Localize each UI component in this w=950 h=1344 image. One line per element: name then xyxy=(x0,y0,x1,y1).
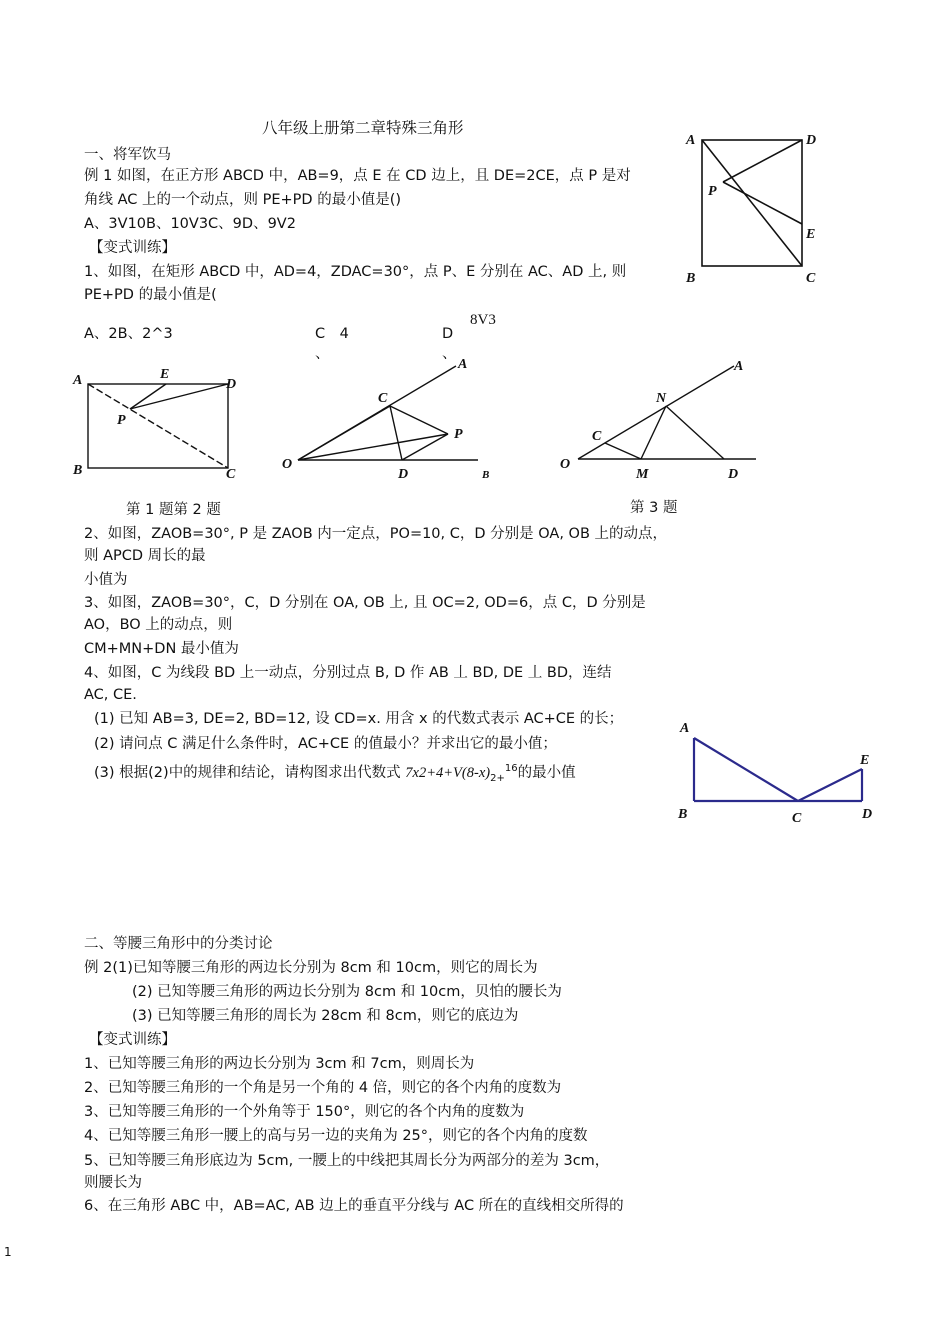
label-a: A xyxy=(734,359,744,374)
q4-sub3-subscript: 2+ xyxy=(490,773,505,784)
variant2-item5-line1: 5、已知等腰三角形底边为 5cm, 一腰上的中线把其周长分为两部分的差为 3cm， xyxy=(84,1153,610,1169)
diagonal-ac xyxy=(702,140,802,266)
section1-heading: 一、将军饮马 xyxy=(84,147,171,163)
segment-ac xyxy=(694,738,798,801)
label-d: D xyxy=(226,377,237,392)
q1-option-d-mark: 、 xyxy=(442,346,457,362)
label-p: P xyxy=(454,427,463,442)
q4-line2: AC, CE. xyxy=(84,687,137,703)
caption-fig3: 第 3 题 xyxy=(630,500,678,516)
q4-sub3-tail: 的最小值 xyxy=(517,765,576,781)
label-o: O xyxy=(282,457,293,472)
segment-pe xyxy=(723,182,802,224)
example1-line2: 角线 AC 上的一个动点，则 PE+PD 的最小值是() xyxy=(84,192,402,208)
example1-line1: 例 1 如图，在正方形 ABCD 中，AB=9，点 E 在 CD 边上，且 DE=2CE，点 P 是对 xyxy=(84,168,631,184)
q4-sub1: (1) 已知 AB=3, DE=2, BD=12, 设 CD=x. 用含 x 的代数式表示 AC+CE 的长； xyxy=(94,711,624,727)
q2-line3: 小值为 xyxy=(84,572,128,588)
q4-line1: 4、如图，C 为线段 BD 上一动点，分别过点 B, D 作 AB 丄 BD, DE 丄 BD，连结 xyxy=(84,665,612,681)
label-b: B xyxy=(686,271,696,286)
label-p: P xyxy=(117,413,126,428)
q3-line3: CM+MN+DN 最小值为 xyxy=(84,641,239,657)
variant-label-1: 【变式训练】 xyxy=(89,240,176,256)
label-d: D xyxy=(806,133,817,148)
variant2-item5-line2: 则腰长为 xyxy=(84,1175,142,1191)
q4-sub3-text: (3) 根据(2)中的规律和结论，请构图求出代数式 xyxy=(94,765,406,781)
q1-options-ab: A、2B、2^3 xyxy=(84,326,173,342)
segment-nd xyxy=(666,406,724,459)
label-a: A xyxy=(458,357,468,372)
q1-option-d: D xyxy=(442,326,454,342)
variant2-item4: 4、已知等腰三角形一腰上的高与另一边的夹角为 25°，则它的各个内角的度数 xyxy=(84,1128,588,1144)
variant-label-2: 【变式训练】 xyxy=(89,1032,176,1048)
page-number: 1 xyxy=(4,1245,12,1259)
segment-cd xyxy=(390,406,402,460)
label-c: C xyxy=(792,811,802,824)
label-b: B xyxy=(482,469,490,481)
variant2-item3: 3、已知等腰三角形的一个外角等于 150°，则它的各个内角的度数为 xyxy=(84,1104,525,1120)
label-d: D xyxy=(398,467,409,482)
ray-oa xyxy=(578,366,734,459)
label-b: B xyxy=(73,463,83,478)
variant2-item2: 2、已知等腰三角形的一个角是另一个角的 4 倍，则它的各个内角的度数为 xyxy=(84,1080,562,1096)
q2-line2: 则 APCD 周长的最 xyxy=(84,548,206,564)
label-c: C xyxy=(592,429,602,444)
label-d: D xyxy=(862,807,873,822)
q1-line2: PE+PD 的最小值是( xyxy=(84,287,217,303)
label-p: P xyxy=(708,184,717,199)
diagonal-ac xyxy=(88,384,228,468)
example1-options: A、3V10B、10V3C、9D、9V2 xyxy=(84,216,296,232)
label-c: C xyxy=(226,467,236,482)
segment-ce xyxy=(798,769,862,801)
q4-sub3-expression: 7x2+4+V(8-x) xyxy=(405,765,491,781)
variant2-item1: 1、已知等腰三角形的两边长分别为 3cm 和 7cm，则周长为 xyxy=(84,1056,475,1072)
label-a: A xyxy=(680,721,690,736)
caption-fig12: 第 1 题第 2 题 xyxy=(126,502,221,518)
label-d: D xyxy=(728,467,739,482)
q1-line1: 1、如图，在矩形 ABCD 中，AD=4，ZDAC=30°，点 P、E 分别在 AC、AD 上, 则 xyxy=(84,264,627,280)
page-title: 八年级上册第二章特殊三角形 xyxy=(262,119,464,137)
label-e: E xyxy=(160,367,170,382)
section2-heading: 二、等腰三角形中的分类讨论 xyxy=(84,936,273,952)
q1-option-d-value: 8V3 xyxy=(470,312,496,328)
rectangle-figure xyxy=(70,362,250,482)
label-a: A xyxy=(686,133,696,148)
angle-p-figure xyxy=(278,352,498,484)
q2-line1: 2、如图，ZAOB=30°, P 是 ZAOB 内一定点，PO=10, C，D 分别是 OA, OB 上的动点， xyxy=(84,526,668,542)
label-e: E xyxy=(860,753,870,768)
q3-line1: 3、如图，ZAOB=30°，C，D 分别在 OA, OB 上, 且 OC=2, OD=6，点 C，D 分别是 xyxy=(84,595,646,611)
label-o: O xyxy=(560,457,571,472)
label-m: M xyxy=(636,467,649,482)
segment-pd xyxy=(723,140,802,182)
segment-cm xyxy=(605,443,641,459)
segment-pd xyxy=(130,384,228,409)
example2-part1: 例 2(1)已知等腰三角形的两边长分别为 8cm 和 10cm，则它的周长为 xyxy=(84,960,538,976)
label-a: A xyxy=(73,373,83,388)
q3-line2: AO，BO 上的动点，则 xyxy=(84,617,233,633)
q1-option-c: C 4 xyxy=(315,326,349,342)
label-n: N xyxy=(656,391,667,406)
example2-part2: (2) 已知等腰三角形的两边长分别为 8cm 和 10cm，贝怕的腰长为 xyxy=(132,984,562,1000)
q1-option-c-mark: 、 xyxy=(315,346,330,362)
label-c: C xyxy=(378,391,388,406)
q4-sub2: (2) 请问点 C 满足什么条件时，AC+CE 的值最小？并求出它的最小值； xyxy=(94,736,557,752)
q4-sub3 xyxy=(94,759,576,789)
label-c: C xyxy=(806,271,816,286)
label-e: E xyxy=(806,227,816,242)
segment-cp xyxy=(390,406,448,434)
label-b: B xyxy=(678,807,688,822)
example2-part3: (3) 已知等腰三角形的周长为 28cm 和 8cm，则它的底边为 xyxy=(132,1008,519,1024)
variant2-item6: 6、在三角形 ABC 中，AB=AC, AB 边上的垂直平分线与 AC 所在的直线相交所得的 xyxy=(84,1198,624,1214)
square-figure xyxy=(680,128,840,288)
angle-mn-figure xyxy=(556,356,762,486)
q4-sub3-superscript: 16 xyxy=(504,763,518,774)
segment-pe xyxy=(130,384,166,409)
triangle-q4-figure xyxy=(672,714,882,824)
